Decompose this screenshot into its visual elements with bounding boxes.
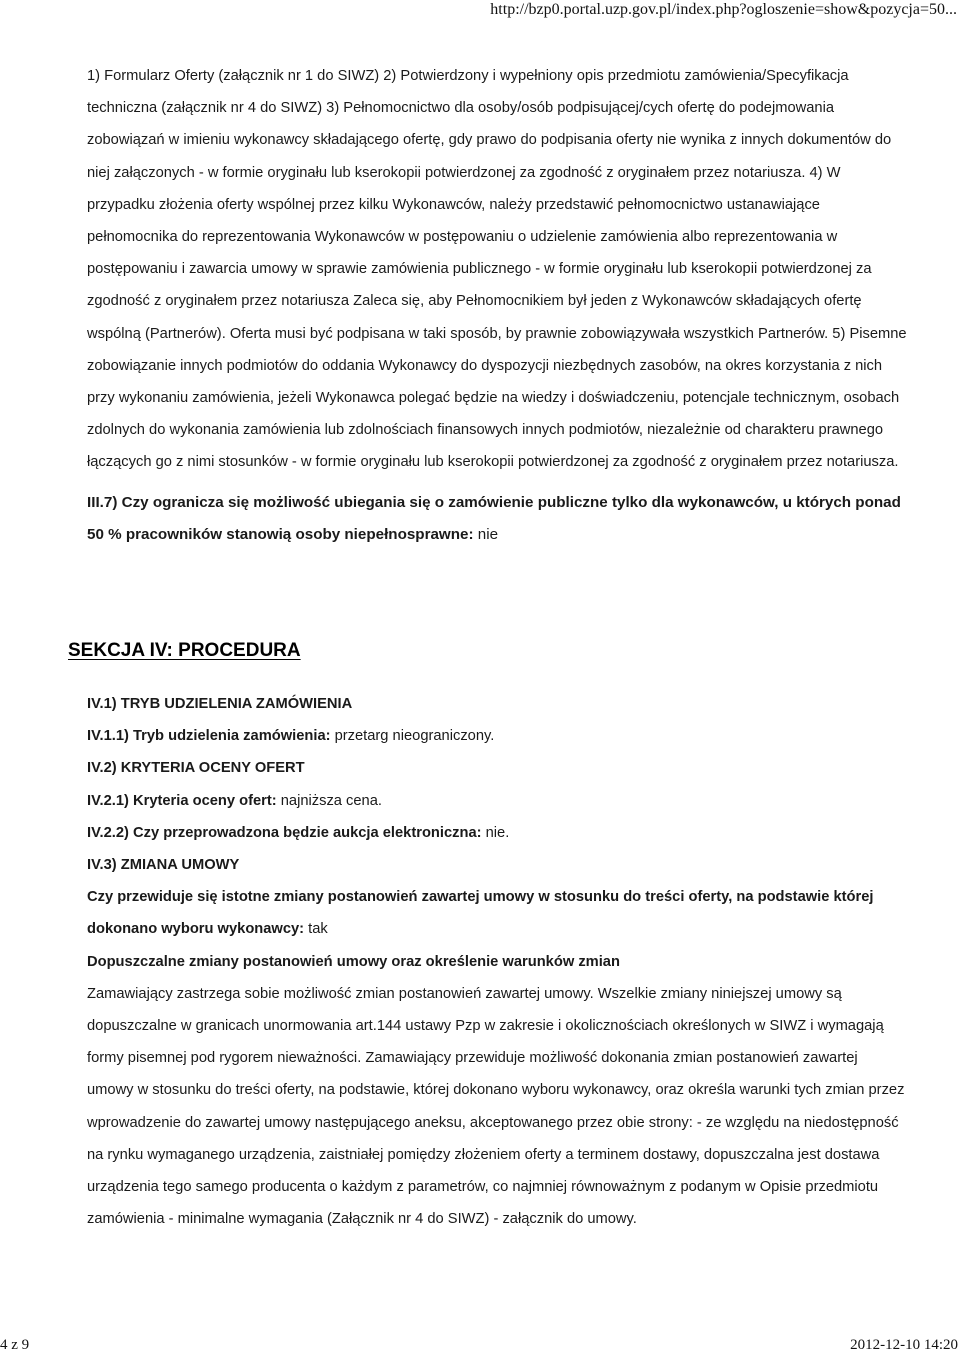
document-body: [87, 60, 907, 551]
iv22-label: IV.2.2) Czy przeprowadzona będzie aukcja elektroniczna:: [87, 824, 482, 841]
section-iv-title: SEKCJA IV: PROCEDURA: [68, 640, 301, 661]
iv11-value: przetarg nieograniczony.: [330, 728, 495, 745]
iv21-row: [87, 785, 907, 817]
iv22-row: [87, 817, 907, 849]
iv3-question-label: Czy przewiduje się istotne zmiany postanowień zawartej umowy w stosunku do treści oferty, na podstawie której dokonano wyboru wykonawcy:: [87, 889, 874, 938]
iv3-heading: IV.3) ZMIANA UMOWY: [87, 857, 240, 874]
iv11-label: IV.1.1) Tryb udzielenia zamówienia:: [87, 728, 331, 745]
iv22-value: nie.: [481, 824, 510, 841]
iv11-row: [87, 720, 907, 752]
iv3-changes-heading: Dopuszczalne zmiany postanowień umowy oraz określenie warunków zmian: [87, 953, 620, 970]
iv21-value: najniższa cena.: [276, 792, 382, 809]
iv3-question-row: [87, 881, 907, 945]
question-iii-7-label: III.7) Czy ogranicza się możliwość ubiegania się o zamówienie publiczne tylko dla wykonawców, u których ponad 50 % pracowników stanowią osoby niepełnosprawne:: [87, 493, 901, 543]
page-number: 4 z 9: [0, 1337, 30, 1353]
iv3-changes-text: Zamawiający zastrzega sobie możliwość zmian postanowień zawartej umowy. Wszelkie zmiany niniejszej umowy są dopuszczalne w granicach unormowania art.144 ustawy Pzp w zakresie i okolicznościach określonych w SIWZ i wymagają formy pisemnej pod rygorem nieważności. Zamawiający przewiduje możliwość dokonania zmian postanowień zawartej umowy w stosunku do treści oferty, na podstawie, której dokonano wyboru wykonawcy, oraz określa warunki tych zmian przez wprowadzenie do zawartej umowy następującego aneksu, akceptowanego przez obie strony: - ze względu na niedostępność na rynku wymaganego urządzenia, zaistniałej pomiędzy złożeniem oferty a terminem dostawy, dopuszczalna jest dostawa urządzenia tego samego producenta o każdym z parametrów, co najmniej równoważnym z podanym w Opisie przedmiotu zamówienia - minimalne wymagania (Załącznik nr 4 do SIWZ) - załącznik do umowy.: [87, 985, 905, 1228]
section-iv-body: [87, 688, 907, 1235]
iv2-heading: IV.2) KRYTERIA OCENY OFERT: [87, 760, 305, 777]
print-url-header: http://bzp0.portal.uzp.gov.pl/index.php?ogloszenie=show&pozycja=50...: [490, 1, 957, 18]
question-iii-7-answer: nie: [473, 525, 499, 543]
question-iii-7: [87, 487, 907, 551]
print-datetime: 2012-12-10 14:20: [850, 1337, 958, 1353]
iv3-question-value: tak: [304, 921, 328, 938]
iv21-label: IV.2.1) Kryteria oceny ofert:: [87, 792, 277, 809]
attachments-paragraph: 1) Formularz Oferty (załącznik nr 1 do SIWZ) 2) Potwierdzony i wypełniony opis przedmiotu zamówienia/Specyfikacja techniczna (załącznik nr 4 do SIWZ) 3) Pełnomocnictwo dla osoby/osób podpisującej/cych ofertę do podejmowania zobowiązań w imieniu wykonawcy składającego ofertę, gdy prawo do podpisania oferty nie wynika z innych dokumentów do niej załączonych - w formie oryginału lub kserokopii potwierdzonej za zgodność z oryginałem przez notariusza. 4) W przypadku złożenia oferty wspólnej przez kilku Wykonawców, należy przedstawić pełnomocnictwo ustanawiające pełnomocnika do reprezentowania Wykonawców w postępowaniu o udzielenie zamówienia albo reprezentowania w postępowaniu i zawarcia umowy w sprawie zamówienia publicznego - w formie oryginału lub kserokopii potwierdzonej za zgodność z oryginałem przez notariusza Zaleca się, aby Pełnomocnikiem był jeden z Wykonawców składających ofertę wspólną (Partnerów). Oferta musi być podpisana w taki sposób, by prawnie zobowiązywała wszystkich Partnerów. 5) Pisemne zobowiązanie innych podmiotów do oddania Wykonawcy do dyspozycji niezbędnych zasobów, na okres korzystania z nich przy wykonaniu zamówienia, jeżeli Wykonawca polegać będzie na wiedzy i doświadczeniu, potencjale technicznym, osobach zdolnych do wykonania zamówienia lub zdolnościach finansowych innych podmiotów, niezależnie od charakteru prawnego łączących go z nimi stosunków - w formie oryginału lub kserokopii potwierdzonej za zgodność z oryginałem przez notariusza.: [87, 68, 907, 471]
iv1-heading: IV.1) TRYB UDZIELENIA ZAMÓWIENIA: [87, 696, 353, 712]
